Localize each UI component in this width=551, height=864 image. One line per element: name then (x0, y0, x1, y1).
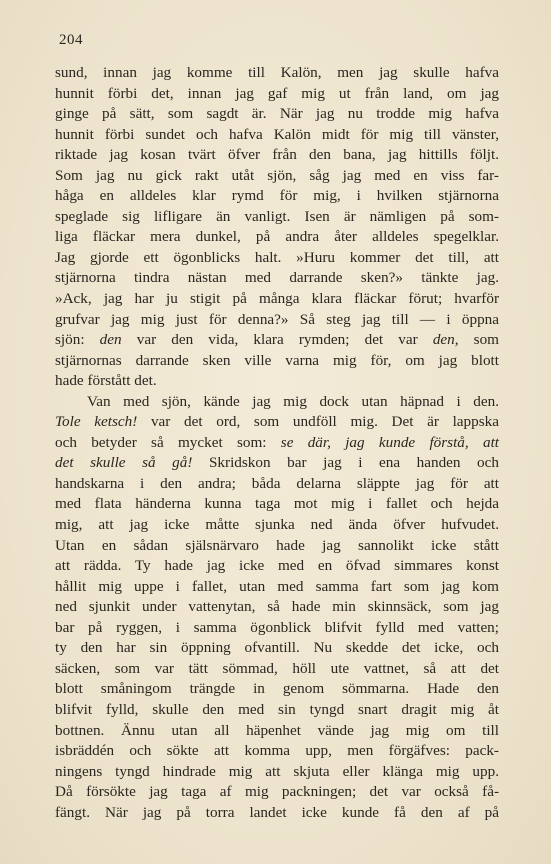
italic-phrase: se där, jag kunde förstå, att (280, 433, 500, 451)
text-line: bottnen. Ännu utan all häpenhet vände jag mig om till (55, 721, 499, 739)
italic-phrase: den (99, 331, 122, 349)
text-line: liga fläckar mera dunkel, på andra åter alldeles spegelklar. (55, 228, 499, 246)
text-segment: var den vida, klara rymden; det var (121, 331, 433, 349)
text-line: handskarna i den andra; båda delarna släppte jag för att (55, 474, 499, 492)
text-line: att rädda. Ty hade jag icke med en öfvad simmares konst (55, 557, 499, 575)
text-line: säcken, som var tätt sömmad, höll ute vattnet, så att det (55, 659, 499, 677)
italic-phrase: det skulle så gå! (55, 454, 193, 472)
text-line: med flata händerna kunna taga mot mig i fallet och hejda (55, 495, 499, 513)
text-line: sund, innan jag komme till Kalön, men jag skulle hafva (55, 64, 499, 81)
text-line: isbräddén och sökte att komma upp, men förgäfves: pack- (55, 742, 499, 760)
text-line: speglade sig lifligare än vanligt. Isen är nämligen på som- (55, 207, 499, 225)
text-line: bar på ryggen, i samma ögonblick blifvit fylld med vatten; (55, 618, 499, 636)
italic-phrase: den, (432, 331, 459, 349)
text-line: hunnit förbi det, innan jag gaf mig ut från land, om jag (55, 84, 499, 102)
italic-phrase: Tole ketsch! (55, 413, 138, 431)
text-segment: sjön: (55, 331, 100, 349)
text-line: blifvit fylld, skulle den med sin tyngd snart dragit mig åt (55, 700, 499, 718)
body-text (55, 63, 499, 823)
text-line: ned sjunkit under vattenytan, så hade min skinnsäck, som jag (55, 598, 499, 616)
text-line: Utan en sådan själsnärvaro hade jag sannolikt icke stått (55, 536, 499, 554)
text-segment: var det ord, som undföll mig. Det är lappska (137, 413, 499, 431)
text-line: hade förstått det. (55, 372, 157, 390)
text-line: Van med sjön, kände jag mig dock utan häpnad i den. (87, 392, 499, 410)
text-line: ginge på sätt, som sagdt är. När jag nu trodde mig hafva (55, 105, 499, 123)
text-line (55, 330, 499, 351)
page-number: 204 (59, 32, 83, 48)
text-line: blott småningom trängde in genom sömmarna. Hade den (55, 680, 499, 698)
text-line (55, 453, 499, 474)
text-line: ty den har sin öppning ofvantill. Nu skedde det icke, och (55, 639, 499, 657)
text-segment: Skridskon bar jag i ena handen och (192, 454, 499, 472)
text-line: »Ack, jag har ju stigit på många klara fläckar förut; hvarför (55, 290, 499, 308)
text-line: hållit mig uppe i fallet, utan med samma fart som jag kom (55, 577, 499, 595)
text-line: hunnit förbi sundet och hafva Kalön midt för mig till vänster, (55, 125, 499, 143)
text-segment: och betyder så mycket som: (55, 433, 281, 451)
text-line: Då försökte jag taga af mig packningen; det var också få- (55, 783, 499, 801)
text-line: grufvar jag mig just för denna?» Så steg jag till — i öppna (55, 310, 499, 328)
text-line (55, 412, 499, 433)
text-segment: som (458, 331, 499, 349)
text-line (55, 433, 499, 454)
text-line: håga en alldeles klar rymd för mig, i hvilken stjärnorna (55, 187, 499, 205)
text-line: Jag gjorde ett ögonblicks halt. »Huru kommer det till, att (55, 248, 499, 266)
text-line: riktade jag kosan tvärt öfver från den bana, jag hittills följt. (55, 146, 499, 164)
text-line: mig, att jag icke måtte sjunka ned ända öfver hufvudet. (55, 516, 499, 534)
text-line: Som jag nu gick rakt utåt sjön, såg jag med en viss far- (55, 166, 499, 184)
text-line: stjärnorna tindra nästan med darrande sken?» tänkte jag. (55, 269, 499, 287)
text-line: fängt. När jag på torra landet icke kunde få den af på (55, 803, 499, 821)
text-line: ningens tyngd hindrade mig att skjuta eller klänga mig upp. (55, 762, 499, 780)
text-line: stjärnornas darrande sken ville varna mig för, om jag blott (55, 351, 499, 369)
